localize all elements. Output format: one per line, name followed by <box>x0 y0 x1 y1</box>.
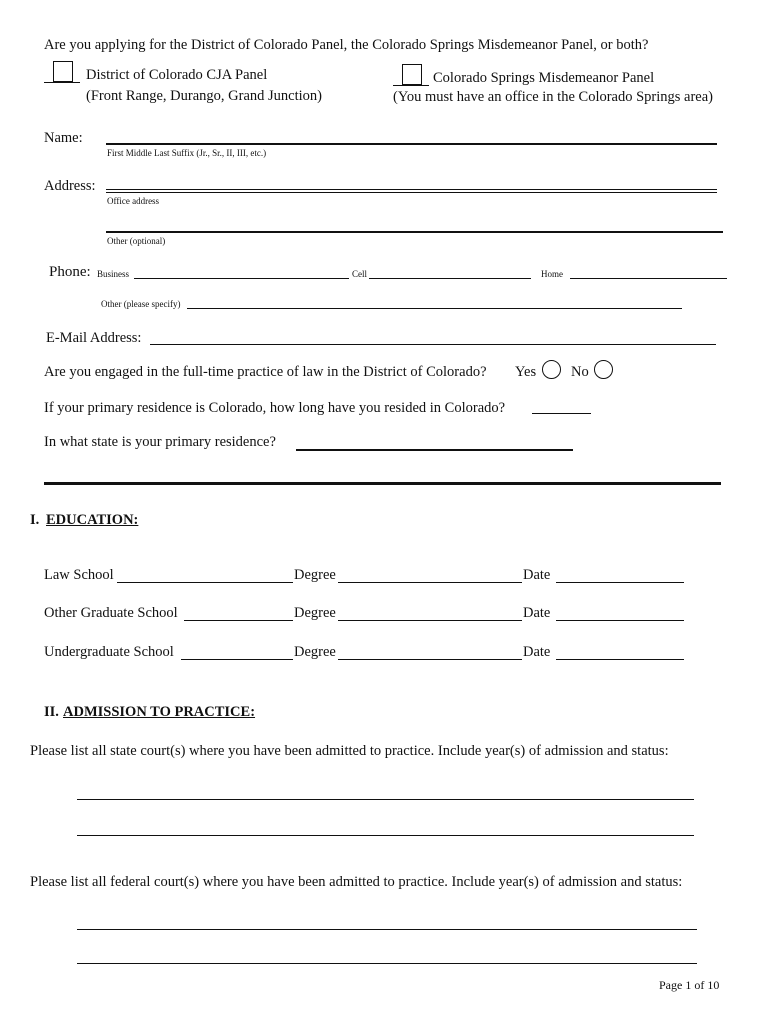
cja-panel-label: District of Colorado CJA Panel <box>86 67 268 83</box>
law-school-label: Law School <box>44 567 114 583</box>
graduate-school-input-line[interactable] <box>184 620 293 621</box>
residence-duration-input-line[interactable] <box>532 413 591 414</box>
phone-other-label: Other (please specify) <box>101 299 181 309</box>
cja-checkbox-underline <box>44 82 80 83</box>
education-heading-number: I. <box>30 512 40 528</box>
other-address-input-line[interactable] <box>106 231 723 233</box>
graduate-date-label: Date <box>523 605 551 621</box>
practice-yes-radio[interactable] <box>542 360 561 379</box>
undergraduate-degree-label: Degree <box>294 644 336 660</box>
undergraduate-date-input-line[interactable] <box>556 659 684 660</box>
undergraduate-school-label: Undergraduate School <box>44 644 174 660</box>
name-input-line[interactable] <box>106 143 717 145</box>
office-address-input-line[interactable] <box>106 189 717 190</box>
phone-business-label: Business <box>97 269 130 279</box>
springs-panel-note: (You must have an office in the Colorado Springs area) <box>393 89 714 105</box>
graduate-date-input-line[interactable] <box>556 620 684 621</box>
practice-question: Are you engaged in the full-time practice of law in the District of Colorado? <box>44 364 487 380</box>
state-courts-input-line-2[interactable] <box>77 835 694 836</box>
phone-cell-label: Cell <box>352 269 367 279</box>
practice-no-radio[interactable] <box>594 360 613 379</box>
law-date-input-line[interactable] <box>556 582 684 583</box>
panel-question: Are you applying for the District of Colorado Panel, the Colorado Springs Misdemeanor Panel, or both? <box>44 37 649 53</box>
section-divider <box>44 482 721 485</box>
springs-panel-label: Colorado Springs Misdemeanor Panel <box>433 70 655 86</box>
phone-home-label: Home <box>541 269 563 279</box>
undergraduate-date-label: Date <box>523 644 551 660</box>
phone-other-input-line[interactable] <box>187 308 682 309</box>
graduate-school-label: Other Graduate School <box>44 605 178 621</box>
phone-home-input-line[interactable] <box>570 278 727 279</box>
email-input-line[interactable] <box>150 344 716 345</box>
federal-courts-prompt: Please list all federal court(s) where you have been admitted to practice. Include year(s) of admission and status: <box>30 874 683 890</box>
phone-label: Phone: <box>49 264 91 280</box>
admission-heading-number: II. <box>44 704 59 720</box>
practice-no-label: No <box>571 364 589 380</box>
law-date-label: Date <box>523 567 551 583</box>
cja-panel-checkbox[interactable] <box>53 61 73 82</box>
state-courts-input-line-1[interactable] <box>77 799 694 800</box>
name-label: Name: <box>44 130 83 146</box>
residence-state-question: In what state is your primary residence? <box>44 434 276 450</box>
residence-duration-question: If your primary residence is Colorado, how long have you resided in Colorado? <box>44 400 506 416</box>
springs-panel-checkbox[interactable] <box>402 64 422 85</box>
office-address-double-line <box>106 192 717 193</box>
federal-courts-input-line-1[interactable] <box>77 929 697 930</box>
graduate-degree-input-line[interactable] <box>338 620 522 621</box>
residence-state-input-line[interactable] <box>296 449 573 451</box>
practice-yes-label: Yes <box>515 364 537 380</box>
email-label: E-Mail Address: <box>46 330 142 346</box>
springs-checkbox-underline <box>393 85 429 86</box>
graduate-degree-label: Degree <box>294 605 336 621</box>
undergraduate-school-input-line[interactable] <box>181 659 293 660</box>
education-heading: EDUCATION: <box>46 512 139 528</box>
admission-heading: ADMISSION TO PRACTICE: <box>63 704 256 720</box>
phone-business-input-line[interactable] <box>134 278 349 279</box>
address-label: Address: <box>44 178 96 194</box>
law-school-input-line[interactable] <box>117 582 293 583</box>
undergraduate-degree-input-line[interactable] <box>338 659 522 660</box>
cja-panel-note: (Front Range, Durango, Grand Junction) <box>86 88 322 104</box>
name-hint: First Middle Last Suffix (Jr., Sr., II, III, etc.) <box>107 148 267 158</box>
office-address-hint: Office address <box>107 196 160 206</box>
phone-cell-input-line[interactable] <box>369 278 531 279</box>
law-degree-label: Degree <box>294 567 336 583</box>
state-courts-prompt: Please list all state court(s) where you have been admitted to practice. Include year(s) of admission and status: <box>30 743 669 759</box>
law-degree-input-line[interactable] <box>338 582 522 583</box>
page-number: Page 1 of 10 <box>659 978 720 992</box>
other-address-hint: Other (optional) <box>107 236 166 246</box>
federal-courts-input-line-2[interactable] <box>77 963 697 964</box>
